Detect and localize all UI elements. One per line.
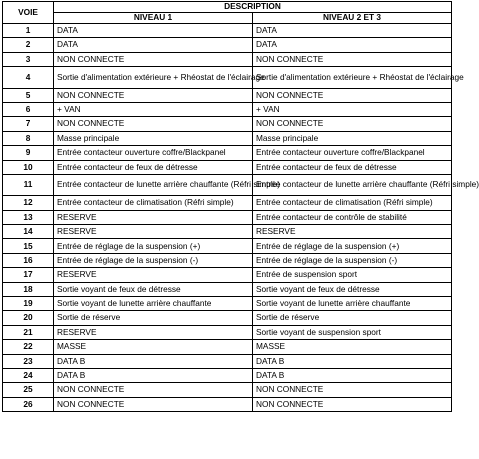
table-row [3,38,452,52]
voie-number-cell: 5 [3,88,54,102]
niveau-2-3-cell: DATA [253,24,452,38]
niveau-2-3-cell: NON CONNECTE [253,397,452,411]
niveau-1-cell: Sortie voyant de feux de détresse [54,282,253,296]
voie-header: VOIE [3,2,54,24]
niveau-1-cell: RESERVE [54,210,253,224]
niveau-1-cell: RESERVE [54,268,253,282]
table-row [3,117,452,131]
niveau-2-3-cell: NON CONNECTE [253,52,452,66]
description-header: DESCRIPTION [54,2,452,13]
niveau-1-cell: NON CONNECTE [54,52,253,66]
niveau-1-cell: Entrée contacteur de climatisation (Réfri simple) [54,196,253,210]
niveau-2-3-cell: Entrée contacteur de contrôle de stabilité [253,210,452,224]
voie-number-cell: 7 [3,117,54,131]
table-row [3,131,452,145]
niveau-1-cell: RESERVE [54,325,253,339]
niveau-1-cell: NON CONNECTE [54,383,253,397]
table-row [3,225,452,239]
voie-number-cell: 1 [3,24,54,38]
table-row [3,88,452,102]
niveau-2-3-cell: Sortie voyant de lunette arrière chauffante [253,297,452,311]
voie-number-cell: 12 [3,196,54,210]
niveau-1-cell: Entrée contacteur de lunette arrière chauffante (Réfri simple) [54,174,253,195]
voie-number-cell: 3 [3,52,54,66]
niveau-2-3-cell: Entrée contacteur de feux de détresse [253,160,452,174]
table-row [3,397,452,411]
niveau-1-cell: Entrée de réglage de la suspension (+) [54,239,253,253]
niveau-2-3-cell: Sortie d'alimentation extérieure + Rhéostat de l'éclairage [253,67,452,88]
table-row [3,311,452,325]
voie-number-cell: 15 [3,239,54,253]
niveau-1-cell: NON CONNECTE [54,397,253,411]
niveau-2-3-cell: DATA [253,38,452,52]
table-row [3,52,452,66]
table-row [3,368,452,382]
niveau-1-cell: RESERVE [54,225,253,239]
niveau-1-cell: Masse principale [54,131,253,145]
table-row [3,146,452,160]
voie-number-cell: 20 [3,311,54,325]
voie-number-cell: 13 [3,210,54,224]
niveau-1-cell: MASSE [54,340,253,354]
voie-number-cell: 26 [3,397,54,411]
niveau-2-3-cell: Entrée de suspension sport [253,268,452,282]
niveau-1-cell: NON CONNECTE [54,88,253,102]
voie-number-cell: 16 [3,253,54,267]
niveau-2-3-cell: DATA B [253,354,452,368]
niveau-1-cell: DATA [54,38,253,52]
niveau-2-3-cell: + VAN [253,102,452,116]
voie-number-cell: 4 [3,67,54,88]
table-row [3,196,452,210]
voie-number-cell: 10 [3,160,54,174]
niveau-2-3-cell: NON CONNECTE [253,88,452,102]
table-row [3,354,452,368]
niveau-1-cell: DATA B [54,368,253,382]
table-row [3,24,452,38]
voie-number-cell: 8 [3,131,54,145]
voie-number-cell: 21 [3,325,54,339]
table-row [3,174,452,195]
niveau-2-3-cell: MASSE [253,340,452,354]
table-row [3,268,452,282]
voie-number-cell: 11 [3,174,54,195]
niveau-2-3-cell: Entrée de réglage de la suspension (-) [253,253,452,267]
niveau-2-3-cell: Entrée contacteur de climatisation (Réfri simple) [253,196,452,210]
niveau-1-cell: Entrée contacteur de feux de détresse [54,160,253,174]
niveau-2-3-cell: NON CONNECTE [253,383,452,397]
niveau-2-3-cell: RESERVE [253,225,452,239]
voie-number-cell: 19 [3,297,54,311]
niveau-1-cell: DATA [54,24,253,38]
voie-number-cell: 23 [3,354,54,368]
voie-number-cell: 2 [3,38,54,52]
niveau-1-cell: Sortie d'alimentation extérieure + Rhéostat de l'éclairage [54,67,253,88]
table-row [3,253,452,267]
niveau-1-cell: Sortie voyant de lunette arrière chauffante [54,297,253,311]
niveau-1-cell: Entrée de réglage de la suspension (-) [54,253,253,267]
table-row [3,239,452,253]
table-row [3,383,452,397]
niveau-2-3-cell: Sortie voyant de suspension sport [253,325,452,339]
niveau-1-header: NIVEAU 1 [54,13,253,24]
niveau-1-cell: NON CONNECTE [54,117,253,131]
voie-number-cell: 17 [3,268,54,282]
voie-number-cell: 24 [3,368,54,382]
table-row [3,325,452,339]
niveau-1-cell: Sortie de réserve [54,311,253,325]
niveau-2-3-cell: DATA B [253,368,452,382]
niveau-2-3-cell: Entrée contacteur de lunette arrière chauffante (Réfri simple) [253,174,452,195]
niveau-2-3-cell: Sortie de réserve [253,311,452,325]
voie-number-cell: 14 [3,225,54,239]
niveau-1-cell: DATA B [54,354,253,368]
table-body [3,24,479,412]
niveau-2-3-cell: Sortie voyant de feux de détresse [253,282,452,296]
niveau-2-3-cell: Entrée contacteur ouverture coffre/Blackpanel [253,146,452,160]
table-row [3,102,452,116]
voie-number-cell: 9 [3,146,54,160]
table-row [3,210,452,224]
table-header [3,2,452,24]
niveau-2-3-cell: Masse principale [253,131,452,145]
niveau-1-cell: + VAN [54,102,253,116]
niveau-1-cell: Entrée contacteur ouverture coffre/Blackpanel [54,146,253,160]
voie-number-cell: 18 [3,282,54,296]
table-row [3,67,452,88]
table-row [3,340,452,354]
voie-number-cell: 25 [3,383,54,397]
pin-assignment-table [2,1,479,412]
voie-number-cell: 6 [3,102,54,116]
voie-number-cell: 22 [3,340,54,354]
niveau-2-3-cell: NON CONNECTE [253,117,452,131]
table-row [3,282,452,296]
niveau-2-3-header: NIVEAU 2 ET 3 [253,13,452,24]
table-row [3,297,452,311]
niveau-2-3-cell: Entrée de réglage de la suspension (+) [253,239,452,253]
table-row [3,160,452,174]
